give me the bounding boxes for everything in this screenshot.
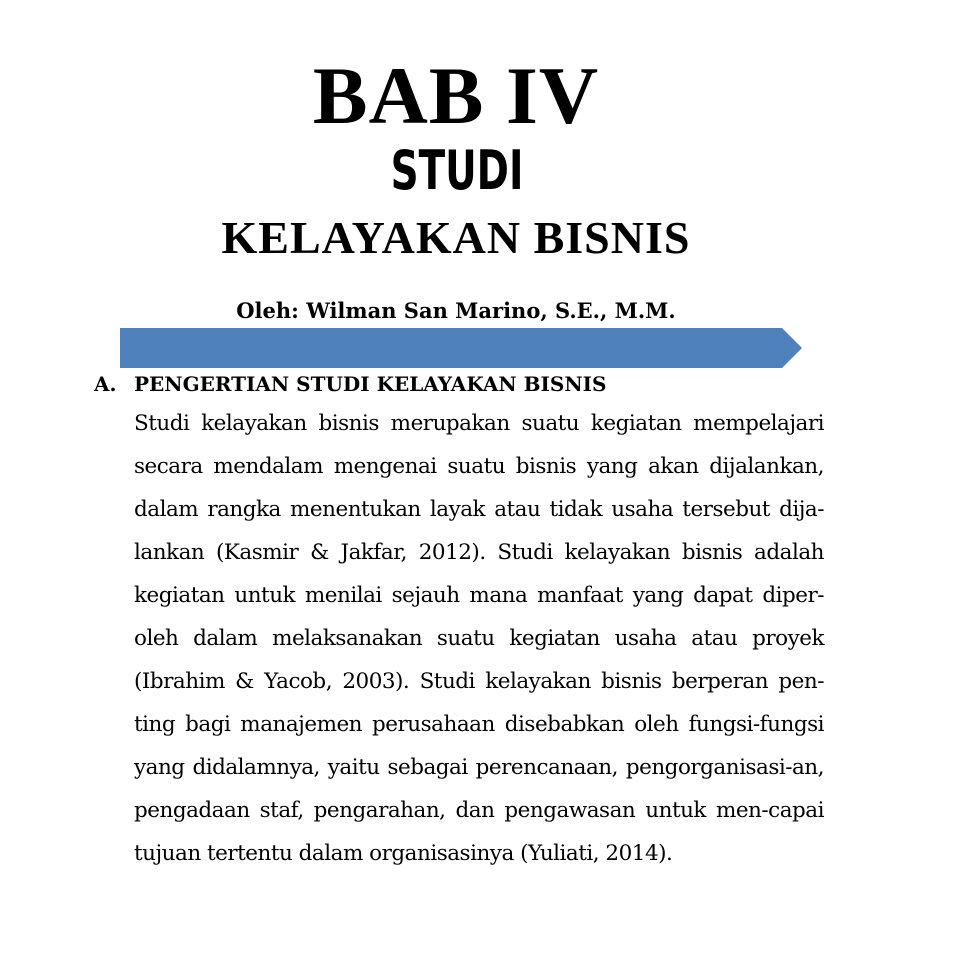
section-a — [94, 368, 834, 875]
decorative-arrow-banner — [120, 328, 802, 368]
section-paragraph: Studi kelayakan bisnis merupakan suatu kegiatan mempelajari secara mendalam mengenai suatu bisnis yang akan dijalankan, dalam rangka menentukan layak atau tidak usaha tersebut dija-lankan (Kasmir & Jakfar, 2012). Studi kelayakan bisnis adalah kegiatan untuk menilai sejauh mana manfaat yang dapat diper-oleh dalam melaksanakan suatu kegiatan usaha atau proyek (Ibrahim & Yacob, 2003). Studi kelayakan bisnis berperan pen-ting bagi manajemen perusahaan disebabkan oleh fungsi-fungsi yang didalamnya, yaitu sebagai perencanaan, pengorganisasi-an, pengadaan staf, pengarahan, dan pengawasan untuk men-capai tujuan tertentu dalam organisasinya (Yuliati, 2014). — [134, 411, 824, 866]
chapter-title: BAB IV — [312, 50, 600, 141]
chapter-subtitle-line2: KELAYAKAN BISNIS — [221, 212, 691, 263]
section-heading — [94, 368, 834, 400]
arrow-banner-shape — [120, 328, 802, 368]
section-heading-text: PENGERTIAN STUDI KELAYAKAN BISNIS — [134, 372, 607, 396]
author-line: Oleh: Wilman San Marino, S.E., M.M. — [236, 298, 676, 323]
chapter-subtitle-line1: STUDI — [390, 139, 524, 202]
section-letter: A. — [94, 372, 117, 396]
